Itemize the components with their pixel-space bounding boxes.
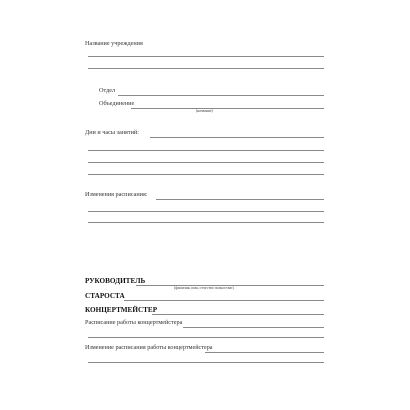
- schedule-changes-line-1[interactable]: [156, 199, 324, 200]
- schedule-changes-line-3[interactable]: [88, 222, 324, 223]
- accompanist-schedule-changes-line-2[interactable]: [88, 362, 324, 363]
- institution-line-1[interactable]: [88, 56, 324, 57]
- association-hint: (название): [196, 109, 213, 113]
- monitor-line[interactable]: [124, 300, 324, 301]
- monitor-label: СТАРОСТА: [85, 292, 125, 300]
- accompanist-schedule-line-1[interactable]: [183, 327, 324, 328]
- schedule-label: Дни и часы занятий:: [85, 129, 139, 136]
- accompanist-schedule-changes-label: Изменение расписания работы концертмейстера: [85, 344, 213, 351]
- schedule-line-4[interactable]: [88, 174, 324, 175]
- institution-label: Название учреждения: [85, 40, 143, 47]
- association-label: Объединение: [99, 100, 135, 107]
- department-line[interactable]: [118, 95, 324, 96]
- accompanist-label: КОНЦЕРТМЕЙСТЕР: [85, 306, 158, 314]
- accompanist-schedule-label: Расписание работы концертмейстера: [85, 319, 183, 326]
- accompanist-line[interactable]: [152, 314, 324, 315]
- schedule-changes-line-2[interactable]: [88, 211, 324, 212]
- schedule-line-1[interactable]: [150, 137, 324, 138]
- institution-line-2[interactable]: [88, 68, 324, 69]
- accompanist-schedule-line-2[interactable]: [88, 337, 324, 338]
- schedule-changes-label: Изменения расписания:: [85, 191, 148, 198]
- schedule-line-2[interactable]: [88, 150, 324, 151]
- association-line[interactable]: [131, 108, 324, 109]
- schedule-line-3[interactable]: [88, 162, 324, 163]
- head-label: РУКОВОДИТЕЛЬ: [85, 277, 146, 285]
- accompanist-schedule-changes-line-1[interactable]: [205, 352, 324, 353]
- head-hint: (фамилия, имя, отчество полностью): [174, 286, 234, 290]
- department-label: Отдел: [99, 87, 116, 94]
